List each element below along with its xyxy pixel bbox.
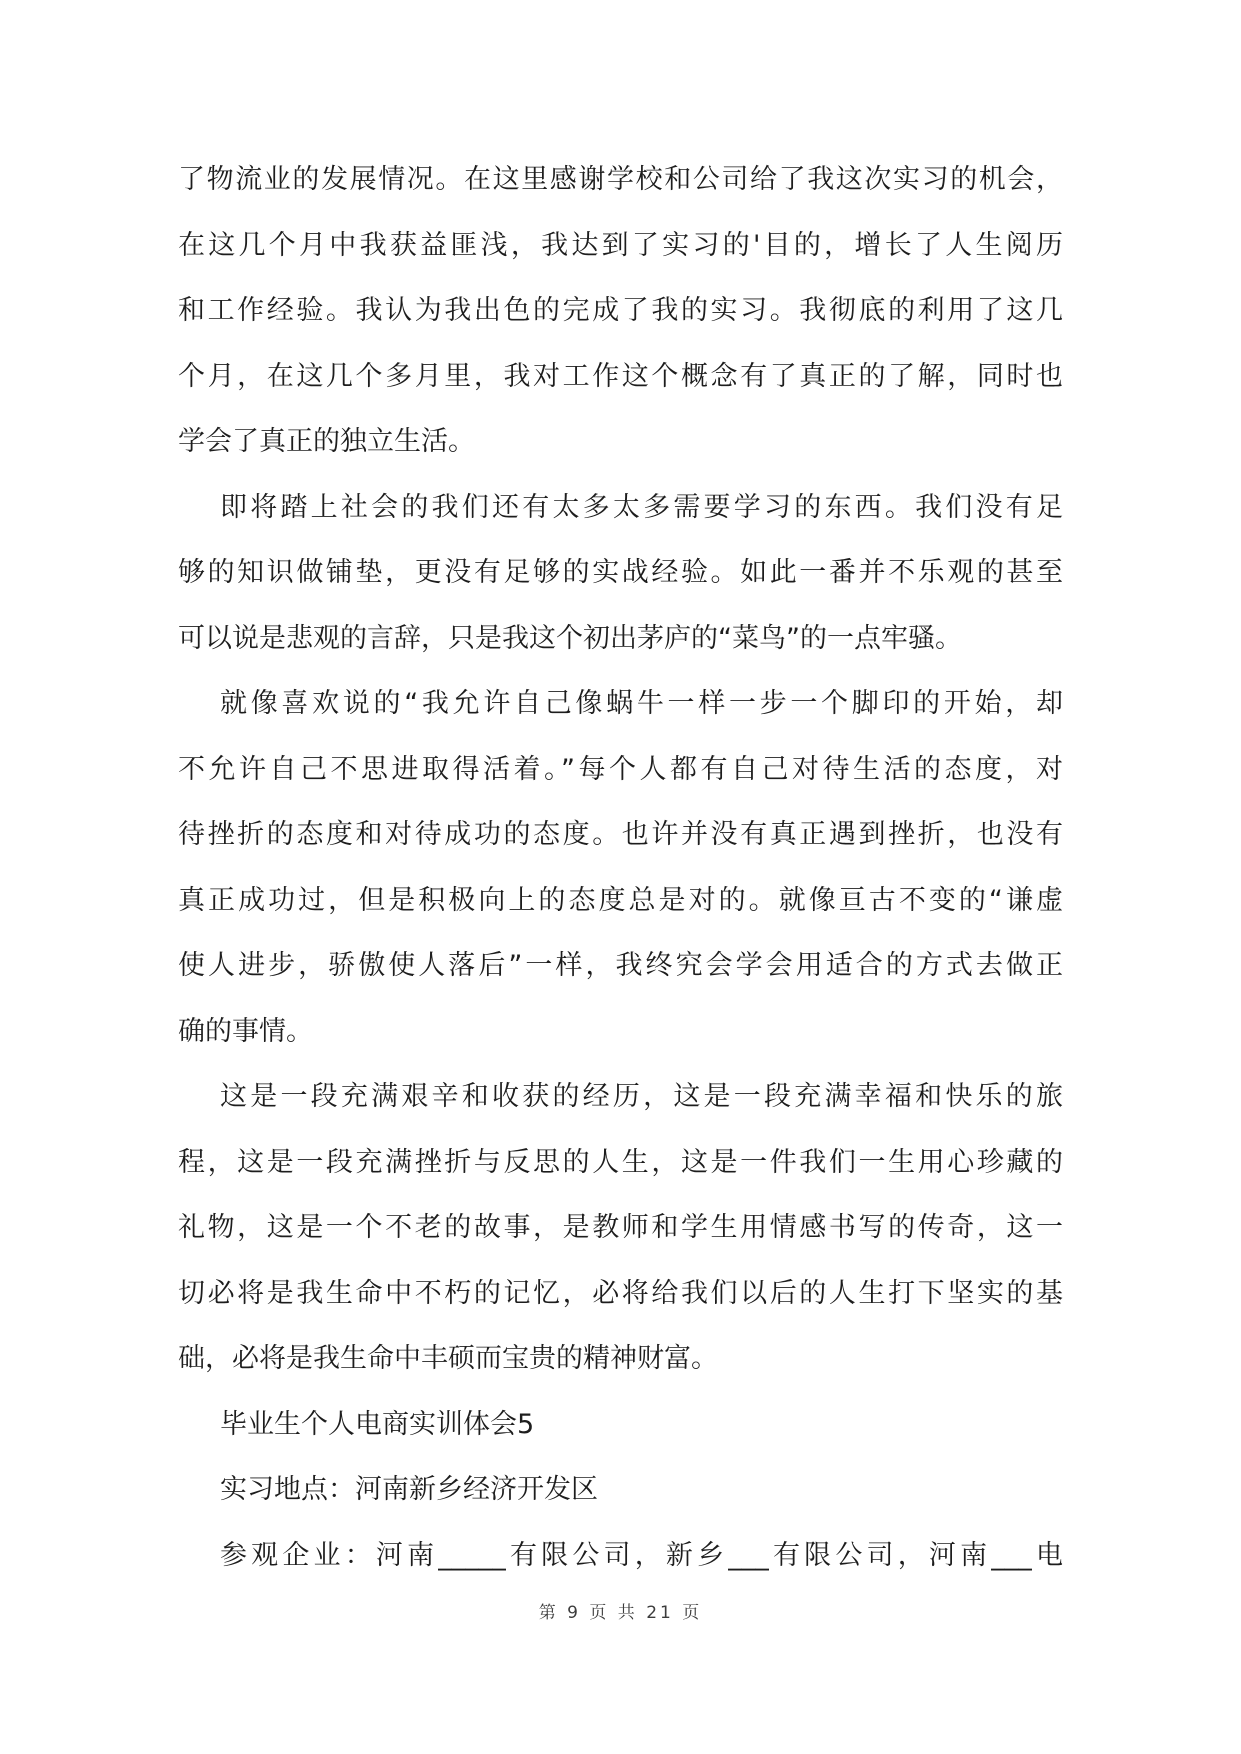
text-line: 即将踏上社会的我们还有太多太多需要学习的东西。我们没有足 <box>220 491 1063 523</box>
text-line: 够的知识做铺垫，更没有足够的实战经验。如此一番并不乐观的甚至 <box>178 557 1063 588</box>
text-line: 使人进步，骄傲使人落后”一样，我终究会学会用适合的方式去做正 <box>178 950 1063 981</box>
text-line: 礼物，这是一个不老的故事，是教师和学生用情感书写的传奇，这一 <box>178 1212 1063 1243</box>
text-line: 切必将是我生命中不朽的记忆，必将给我们以后的人生打下坚实的基 <box>178 1277 1063 1309</box>
text-line: 待挫折的态度和对待成功的态度。也许并没有真正遇到挫折，也没有 <box>178 819 1063 850</box>
text-line: 了物流业的发展情况。在这里感谢学校和公司给了我这次实习的机会， <box>178 164 1063 195</box>
text-line: 这是一段充满艰辛和收获的经历，这是一段充满幸福和快乐的旅 <box>220 1081 1063 1112</box>
text-line: 在这几个月中我获益匪浅，我达到了实习的'目的，增长了人生阅历 <box>178 229 1063 261</box>
text-line: 学会了真正的独立生活。 <box>178 426 475 457</box>
text-line: 程，这是一段充满挫折与反思的人生，这是一件我们一生用心珍藏的 <box>178 1146 1063 1178</box>
text-line: 础，必将是我生命中丰硕而宝贵的精神财富。 <box>178 1343 718 1374</box>
text-line: 不允许自己不思进取得活着。”每个人都有自己对待生活的态度，对 <box>178 753 1063 785</box>
document-content <box>178 147 1063 1588</box>
text-line: 确的事情。 <box>178 1015 313 1047</box>
text-line: 和工作经验。我认为我出色的完成了我的实习。我彻底的利用了这几 <box>178 295 1063 326</box>
text-line: 可以说是悲观的言辞，只是我这个初出茅庐的“菜鸟”的一点牢骚。 <box>178 622 962 654</box>
page-number-footer: 第 9 页 共 21 页 <box>538 1603 703 1623</box>
text-line: 就像喜欢说的“我允许自己像蜗牛一样一步一个脚印的开始，却 <box>220 688 1063 719</box>
text-line: 实习地点：河南新乡经济开发区 <box>220 1474 598 1505</box>
text-line: 真正成功过，但是积极向上的态度总是对的。就像亘古不变的“谦虚 <box>178 884 1063 916</box>
text-line: 毕业生个人电商实训体会5 <box>220 1408 535 1440</box>
text-line: 个月，在这几个多月里，我对工作这个概念有了真正的了解，同时也 <box>178 360 1063 392</box>
text-line: 参观企业：河南_____有限公司，新乡___有限公司，河南___电 <box>220 1539 1063 1571</box>
